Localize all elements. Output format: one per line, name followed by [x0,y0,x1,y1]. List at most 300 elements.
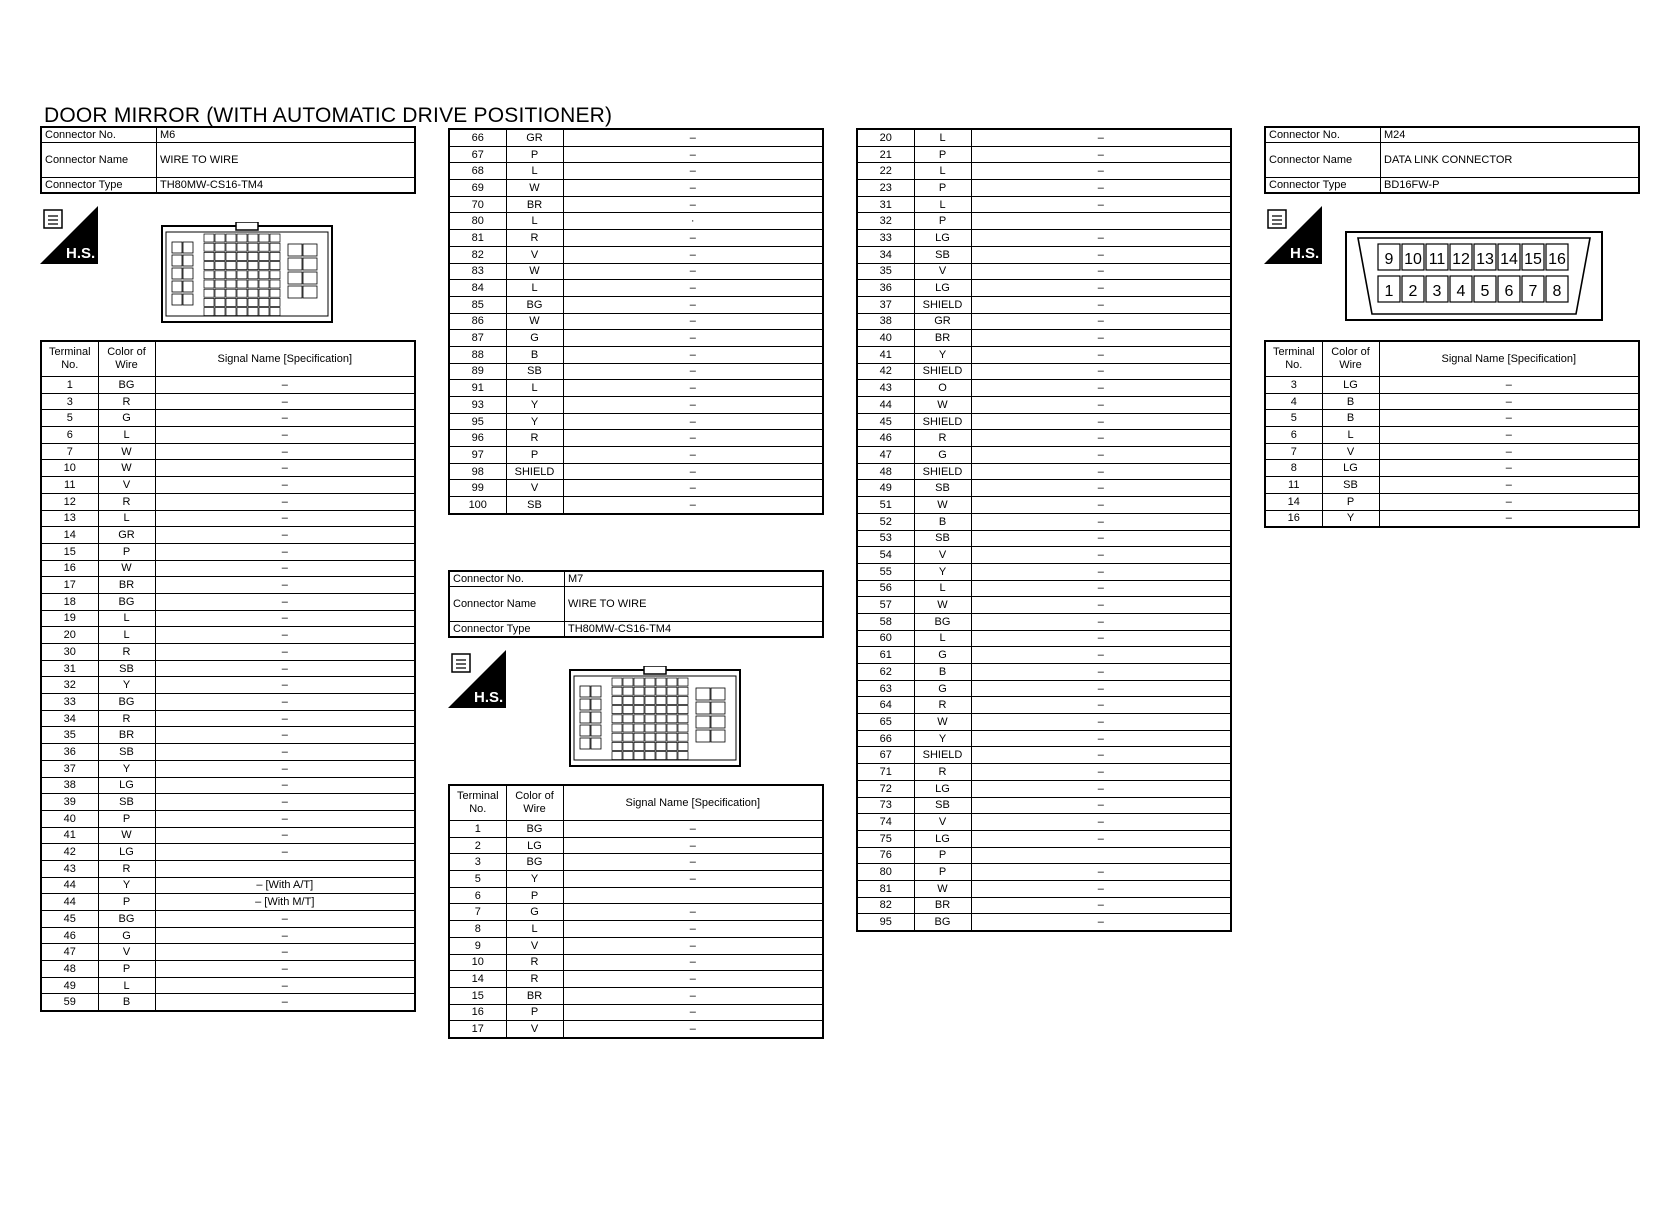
connector-type-value: TH80MW-CS16-TM4 [565,622,824,638]
connector-no-label: Connector No. [1265,127,1381,143]
terminal-row [857,764,1231,781]
terminal-no-cell: 73 [857,797,914,814]
wire-color-cell: R [914,430,971,447]
terminal-row [449,887,823,904]
signal-name-cell: – [971,447,1231,464]
wire-color-cell: L [1322,427,1379,444]
terminal-row [449,921,823,938]
wire-color-cell: V [98,944,155,961]
signal-name-cell: – [563,313,823,330]
terminal-no-cell: 100 [449,497,506,514]
terminal-row [41,894,415,911]
terminal-no-cell: 81 [449,230,506,247]
signal-name-cell: – [155,794,415,811]
terminal-no-cell: 47 [41,944,98,961]
wire-color-cell: L [914,580,971,597]
terminal-row [857,313,1231,330]
wire-color-cell: SB [98,660,155,677]
wire-color-cell: G [506,904,563,921]
signal-name-cell: – [155,944,415,961]
wire-color-cell: Y [506,397,563,414]
signal-name-cell: – [155,543,415,560]
terminal-no-cell: 76 [857,847,914,864]
signal-name-cell: – [563,146,823,163]
terminal-row [41,543,415,560]
terminal-row [449,346,823,363]
connector-name-value: WIRE TO WIRE [565,587,824,622]
signal-name-cell: – [971,780,1231,797]
terminal-row [449,296,823,313]
pin-number: 6 [1504,283,1514,300]
wire-color-cell: L [98,610,155,627]
wire-color-cell: R [98,493,155,510]
wire-color-cell: V [914,263,971,280]
signal-name-cell: – [155,477,415,494]
wire-color-cell: W [98,460,155,477]
terminal-no-cell: 14 [1265,493,1322,510]
wire-color-cell: W [506,180,563,197]
terminal-no-cell: 41 [41,827,98,844]
terminal-row [41,460,415,477]
signal-name-cell: – [971,914,1231,931]
signal-name-cell: – [971,380,1231,397]
terminal-row [41,810,415,827]
wire-color-cell: SB [98,794,155,811]
terminal-no-cell: 1 [41,377,98,394]
connector-type-value: BD16FW-P [1381,178,1640,194]
terminal-row [449,937,823,954]
wire-color-cell: P [98,961,155,978]
terminal-no-cell: 34 [857,246,914,263]
signal-name-cell: – [155,660,415,677]
signal-name-cell: – [155,911,415,928]
terminal-no-cell: 34 [41,710,98,727]
wire-color-cell: P [98,543,155,560]
terminal-row [857,563,1231,580]
signal-name-cell: – [563,904,823,921]
terminal-no-header: Terminal No. [41,341,98,377]
terminal-no-cell: 67 [857,747,914,764]
terminal-no-cell: 21 [857,146,914,163]
terminal-row [857,146,1231,163]
signal-name-cell: – [563,280,823,297]
terminal-row [857,814,1231,831]
wire-color-cell: G [98,927,155,944]
terminal-row [857,580,1231,597]
wire-color-cell: Y [1322,510,1379,527]
signal-name-cell: – [971,280,1231,297]
terminal-row [449,363,823,380]
signal-name-cell: – [155,694,415,711]
terminal-no-cell: 37 [41,760,98,777]
signal-name-cell: – [563,821,823,838]
signal-name-cell: – [155,927,415,944]
terminal-no-cell: 67 [449,146,506,163]
terminal-no-cell: 41 [857,346,914,363]
terminal-no-cell: 40 [41,810,98,827]
wire-color-cell: LG [506,837,563,854]
signal-name-cell: – [563,430,823,447]
signal-name-cell: – [563,854,823,871]
signal-name-cell: – [563,230,823,247]
terminal-no-cell: 7 [41,443,98,460]
signal-name-header: Signal Name [Specification] [563,785,823,821]
terminal-no-cell: 61 [857,647,914,664]
terminal-no-cell: 44 [41,894,98,911]
signal-name-cell: – [155,443,415,460]
wire-color-cell: SB [914,530,971,547]
wire-color-cell: B [1322,393,1379,410]
terminal-no-cell: 62 [857,664,914,681]
terminal-no-cell: 63 [857,680,914,697]
terminal-row [857,397,1231,414]
terminal-row [857,897,1231,914]
wire-color-cell: V [914,547,971,564]
pin-number: 7 [1528,283,1538,300]
signal-name-cell: – [971,814,1231,831]
wire-color-cell: G [98,410,155,427]
wire-color-cell: SB [98,744,155,761]
wire-color-cell: R [506,971,563,988]
hs-icon [1264,206,1322,264]
terminal-no-cell: 13 [41,510,98,527]
connector-type-label: Connector Type [41,178,157,194]
terminal-row [1265,443,1639,460]
terminal-no-cell: 11 [41,477,98,494]
wire-color-cell: W [98,560,155,577]
signal-name-cell: – [563,363,823,380]
terminal-row [857,547,1231,564]
terminal-no-cell: 10 [449,954,506,971]
terminal-row [857,196,1231,213]
terminal-row [857,263,1231,280]
wire-color-cell: L [506,380,563,397]
terminal-no-cell: 46 [41,927,98,944]
terminal-no-cell: 30 [41,644,98,661]
terminal-row [41,794,415,811]
terminal-row [41,393,415,410]
terminal-row [857,864,1231,881]
terminal-row [41,477,415,494]
terminal-row [41,410,415,427]
wire-color-cell: V [98,477,155,494]
signal-name-cell: – [563,413,823,430]
terminal-no-cell: 2 [449,837,506,854]
m6-terminal-table [40,340,416,1012]
wire-color-cell: L [506,213,563,230]
signal-name-cell [971,213,1231,230]
terminal-row [41,961,415,978]
signal-name-cell: – [563,971,823,988]
terminal-row [857,513,1231,530]
connector-name-label: Connector Name [1265,143,1381,178]
wire-color-cell: BR [98,727,155,744]
signal-name-cell: – [971,480,1231,497]
terminal-no-cell: 44 [41,877,98,894]
terminal-row [857,480,1231,497]
wire-color-cell: V [506,1021,563,1038]
signal-name-cell: – [With M/T] [155,894,415,911]
terminal-no-cell: 64 [857,697,914,714]
signal-name-cell: – [563,380,823,397]
terminal-row [449,163,823,180]
signal-name-cell: – [155,810,415,827]
terminal-no-cell: 1 [449,821,506,838]
signal-name-cell [155,860,415,877]
terminal-no-cell: 95 [857,914,914,931]
m24-terminal-table [1264,340,1640,528]
terminal-no-cell: 96 [449,430,506,447]
terminal-no-cell: 68 [449,163,506,180]
terminal-no-cell: 69 [449,180,506,197]
terminal-row [41,944,415,961]
signal-name-cell: – [155,644,415,661]
signal-name-cell: – [155,627,415,644]
wire-color-cell: P [914,180,971,197]
terminal-no-cell: 33 [857,230,914,247]
wire-color-cell: L [914,163,971,180]
terminal-no-cell: 49 [857,480,914,497]
terminal-row [449,854,823,871]
terminal-row [41,727,415,744]
wire-color-cell: L [506,280,563,297]
terminal-row [857,680,1231,697]
signal-name-cell: – [971,129,1231,146]
terminal-no-cell: 70 [449,196,506,213]
terminal-row [857,363,1231,380]
signal-name-cell: – [971,897,1231,914]
terminal-row [41,593,415,610]
terminal-no-cell: 14 [449,971,506,988]
terminal-row [1265,377,1639,394]
signal-name-cell: – [563,497,823,514]
wire-color-cell: P [506,887,563,904]
wire-color-cell: P [506,1004,563,1021]
terminal-no-cell: 39 [41,794,98,811]
wire-color-cell: LG [914,830,971,847]
signal-name-cell: – [155,961,415,978]
signal-name-cell: – [155,777,415,794]
signal-name-cell: – [971,346,1231,363]
terminal-row [449,1021,823,1038]
m7-info-table [448,570,824,638]
signal-name-cell: – [971,530,1231,547]
terminal-no-cell: 42 [857,363,914,380]
signal-name-cell: – [563,263,823,280]
terminal-row [41,694,415,711]
terminal-no-cell: 72 [857,780,914,797]
signal-name-cell: – [971,330,1231,347]
terminal-no-cell: 48 [41,961,98,978]
terminal-row [41,610,415,627]
wire-color-cell: V [914,814,971,831]
terminal-row [41,744,415,761]
terminal-no-cell: 89 [449,363,506,380]
signal-name-cell: – [971,830,1231,847]
terminal-row [857,914,1231,931]
terminal-no-cell: 6 [1265,427,1322,444]
connector-type-value: TH80MW-CS16-TM4 [157,178,416,194]
terminal-no-header: Terminal No. [449,785,506,821]
terminal-no-header: Terminal No. [1265,341,1322,377]
terminal-row [857,213,1231,230]
terminal-no-cell: 5 [449,871,506,888]
data-link-connector-diagram [1344,230,1604,322]
wire-color-cell: LG [914,230,971,247]
terminal-no-cell: 85 [449,296,506,313]
connector-no-value: M24 [1381,127,1640,143]
signal-name-cell: – [971,180,1231,197]
terminal-row [449,463,823,480]
terminal-no-cell: 60 [857,630,914,647]
wire-color-cell: BR [506,987,563,1004]
terminal-row [1265,393,1639,410]
terminal-row [1265,493,1639,510]
terminal-no-cell: 45 [857,413,914,430]
color-of-wire-header: Color of Wire [1322,341,1379,377]
wire-color-cell: BG [506,296,563,313]
wire-color-cell: LG [914,280,971,297]
signal-name-cell: – [155,410,415,427]
wire-color-cell: L [506,163,563,180]
terminal-no-cell: 97 [449,447,506,464]
terminal-row [41,527,415,544]
terminal-no-cell: 35 [41,727,98,744]
terminal-no-cell: 37 [857,296,914,313]
terminal-row [857,380,1231,397]
signal-name-cell: – [1379,510,1639,527]
signal-name-cell: – [971,313,1231,330]
terminal-row [857,714,1231,731]
terminal-row [41,710,415,727]
signal-name-cell: – [971,563,1231,580]
terminal-row [857,730,1231,747]
signal-name-cell: – [563,954,823,971]
signal-name-cell: – [155,727,415,744]
terminal-no-cell: 32 [857,213,914,230]
wire-color-cell: B [506,346,563,363]
wire-color-cell: V [506,937,563,954]
wire-color-cell: SB [506,363,563,380]
terminal-row [1265,510,1639,527]
terminal-row [857,230,1231,247]
signal-name-cell: – [971,430,1231,447]
wire-color-cell: SHIELD [914,363,971,380]
signal-name-cell: – [563,129,823,146]
connector-no-value: M7 [565,571,824,587]
terminal-row [449,213,823,230]
terminal-row [857,346,1231,363]
terminal-no-cell: 75 [857,830,914,847]
wire-color-cell: G [914,680,971,697]
wire-color-cell: P [914,864,971,881]
terminal-row [857,880,1231,897]
signal-name-cell: – [1379,377,1639,394]
terminal-row [449,987,823,1004]
terminal-row [449,497,823,514]
terminal-row [857,697,1231,714]
wire-color-cell: BR [506,196,563,213]
terminal-row [41,577,415,594]
pin-number: 10 [1404,251,1422,268]
wire-color-cell: W [98,443,155,460]
terminal-row [857,413,1231,430]
terminal-row [857,530,1231,547]
terminal-row [449,954,823,971]
terminal-no-cell: 20 [857,129,914,146]
pin-number: 11 [1428,251,1446,268]
signal-name-cell: – [563,937,823,954]
signal-name-cell: – [563,196,823,213]
signal-name-cell: – [971,463,1231,480]
pin-number: 15 [1524,251,1542,268]
terminal-row [857,630,1231,647]
terminal-row [449,180,823,197]
wire-color-cell: SHIELD [506,463,563,480]
terminal-row [857,647,1231,664]
signal-name-cell: – [155,577,415,594]
terminal-no-cell: 48 [857,463,914,480]
terminal-no-cell: 98 [449,463,506,480]
terminal-no-cell: 58 [857,613,914,630]
terminal-row [857,447,1231,464]
signal-name-cell [563,887,823,904]
wire-color-cell: P [914,213,971,230]
terminal-no-cell: 36 [41,744,98,761]
wire-color-cell: SB [914,246,971,263]
wire-color-cell: BR [914,897,971,914]
terminal-row [857,129,1231,146]
terminal-row [857,296,1231,313]
connector-no-label: Connector No. [449,571,565,587]
terminal-no-cell: 8 [1265,460,1322,477]
wire-color-cell: LG [1322,460,1379,477]
signal-name-cell: – [155,377,415,394]
wire-color-cell: R [98,860,155,877]
wire-color-cell: L [98,427,155,444]
terminal-no-cell: 93 [449,397,506,414]
signal-name-cell: – [971,613,1231,630]
signal-name-cell: – [971,413,1231,430]
signal-name-cell: – [971,680,1231,697]
wire-color-cell: SB [914,797,971,814]
wire-color-cell: R [98,644,155,661]
terminal-row [41,377,415,394]
signal-name-cell: – [155,510,415,527]
terminal-row [449,330,823,347]
terminal-row [857,664,1231,681]
terminal-row [41,827,415,844]
terminal-no-cell: 83 [449,263,506,280]
terminal-no-cell: 82 [857,897,914,914]
terminal-no-cell: 9 [449,937,506,954]
hs-label: H.S. [66,245,96,262]
pin-number: 1 [1384,283,1394,300]
signal-name-cell: – [971,864,1231,881]
m24-info-table [1264,126,1640,194]
terminal-row [857,847,1231,864]
terminal-no-cell: 16 [449,1004,506,1021]
signal-name-cell: – [563,163,823,180]
terminal-no-cell: 4 [1265,393,1322,410]
wire-color-cell: V [1322,443,1379,460]
signal-name-cell: – [971,296,1231,313]
wire-color-cell: BR [98,577,155,594]
terminal-row [857,780,1231,797]
wire-color-cell: R [914,764,971,781]
terminal-no-cell: 43 [857,380,914,397]
signal-name-cell: – [563,871,823,888]
